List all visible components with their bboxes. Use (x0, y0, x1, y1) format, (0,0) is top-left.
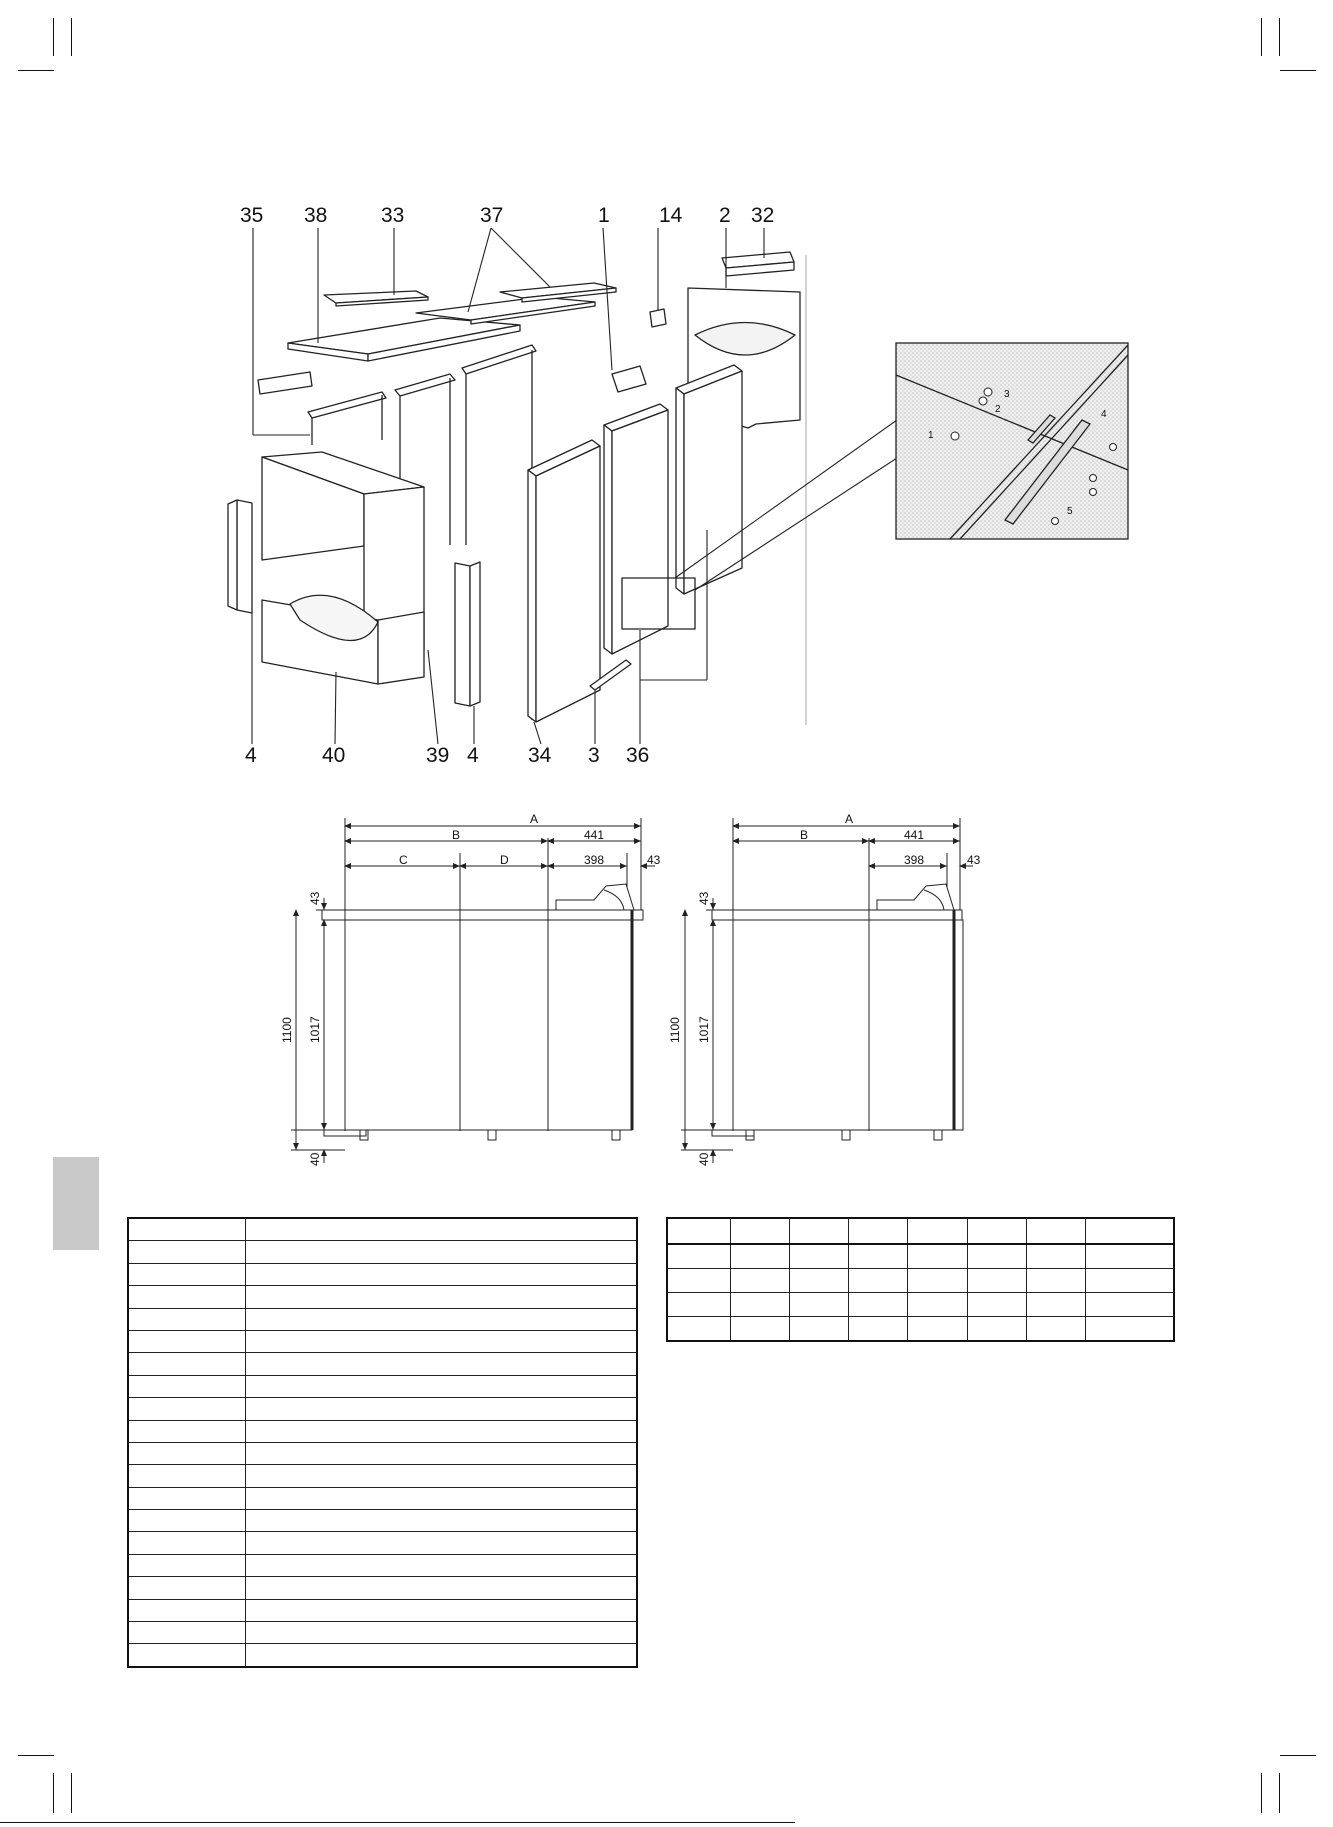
dim-label: 398 (584, 853, 605, 867)
table-cell (967, 1269, 1026, 1293)
dim-label: A (530, 812, 539, 826)
dim-label: 43 (647, 853, 661, 867)
table-cell (246, 1622, 638, 1644)
dim-label: 441 (584, 828, 605, 842)
table-row (128, 1465, 637, 1487)
dim-label: D (500, 853, 509, 867)
dim-label: C (399, 853, 408, 867)
table-cell (128, 1420, 246, 1442)
table-cell (128, 1622, 246, 1644)
callout-label: 14 (659, 204, 683, 227)
callout-label: 35 (240, 204, 264, 227)
table-cell (246, 1510, 638, 1532)
callout-label: 4 (245, 744, 257, 767)
table-cell (1026, 1218, 1085, 1244)
table-row (128, 1487, 637, 1509)
table-row (128, 1375, 637, 1397)
dim-label: 40 (697, 1152, 711, 1166)
dim-label: 1100 (280, 1017, 294, 1043)
side-tab-marker (53, 1157, 99, 1250)
table-row (128, 1353, 637, 1375)
table-cell (967, 1317, 1026, 1342)
dim-label: A (845, 812, 854, 826)
table-cell (246, 1263, 638, 1285)
table-cell (1085, 1269, 1174, 1293)
table-row (128, 1241, 637, 1263)
table-row (128, 1577, 637, 1599)
table-cell (790, 1293, 849, 1317)
table-row (128, 1442, 637, 1464)
table-row (128, 1510, 637, 1532)
table-cell (908, 1244, 967, 1269)
callout-label: 40 (322, 744, 346, 767)
table-cell (128, 1554, 246, 1576)
dim-label: 1017 (308, 1016, 322, 1043)
dim-label: 398 (904, 853, 925, 867)
table-cell (667, 1317, 731, 1342)
table-cell (128, 1375, 246, 1397)
table-row (128, 1599, 637, 1621)
table-cell (908, 1218, 967, 1244)
table-cell (1085, 1293, 1174, 1317)
table-cell (908, 1269, 967, 1293)
table-row (667, 1244, 1174, 1269)
table-cell (128, 1241, 246, 1263)
table-cell (967, 1244, 1026, 1269)
table-cell (128, 1487, 246, 1509)
table-cell (731, 1293, 790, 1317)
dim-label: 40 (308, 1152, 322, 1166)
table-cell (849, 1244, 908, 1269)
detail-label: 1 (928, 430, 934, 441)
table-cell (790, 1317, 849, 1342)
callout-label: 38 (304, 204, 328, 227)
table-cell (246, 1241, 638, 1263)
table-cell (246, 1218, 638, 1241)
table-cell (246, 1599, 638, 1621)
detail-label: 2 (995, 404, 1001, 415)
callout-label: 34 (528, 744, 552, 767)
dim-label: B (452, 828, 461, 842)
table-cell (246, 1398, 638, 1420)
table-cell (667, 1218, 731, 1244)
callout-label: 33 (381, 204, 405, 227)
callout-label: 32 (751, 204, 775, 227)
table-row (128, 1622, 637, 1644)
table-cell (246, 1420, 638, 1442)
table-cell (667, 1269, 731, 1293)
callout-label: 36 (626, 744, 650, 767)
table-cell (967, 1293, 1026, 1317)
callout-label: 2 (719, 204, 731, 227)
table-cell (128, 1532, 246, 1554)
table-cell (908, 1293, 967, 1317)
table-row (667, 1293, 1174, 1317)
table-row (128, 1532, 637, 1554)
table-cell (731, 1218, 790, 1244)
dim-label: 441 (904, 828, 925, 842)
dim-label: B (800, 828, 809, 842)
table-row (128, 1644, 637, 1667)
table-cell (790, 1269, 849, 1293)
table-cell (246, 1442, 638, 1464)
table-cell (790, 1244, 849, 1269)
table-cell (246, 1465, 638, 1487)
table-cell (128, 1442, 246, 1464)
table-cell (128, 1577, 246, 1599)
table-cell (1026, 1317, 1085, 1342)
table-cell (731, 1269, 790, 1293)
table-cell (246, 1644, 638, 1667)
table-cell (1085, 1218, 1174, 1244)
table-cell (967, 1218, 1026, 1244)
table-cell (849, 1269, 908, 1293)
table-cell (731, 1244, 790, 1269)
table-cell (128, 1644, 246, 1667)
table-row (667, 1269, 1174, 1293)
parts-table (127, 1217, 638, 1668)
callout-label: 3 (588, 744, 600, 767)
table-cell (246, 1487, 638, 1509)
table-cell (128, 1263, 246, 1285)
table-cell (849, 1218, 908, 1244)
detail-label: 5 (1067, 506, 1073, 517)
table-row (667, 1317, 1174, 1342)
table-row (128, 1263, 637, 1285)
table-cell (246, 1330, 638, 1352)
sizes-table (666, 1217, 1175, 1342)
detail-label: 3 (1004, 389, 1010, 400)
table-row (128, 1308, 637, 1330)
table-row (128, 1398, 637, 1420)
table-cell (849, 1293, 908, 1317)
dim-label: 43 (308, 891, 322, 905)
callout-label: 1 (598, 204, 610, 227)
table-cell (128, 1353, 246, 1375)
table-cell (246, 1577, 638, 1599)
table-row (128, 1286, 637, 1308)
callout-label: 39 (426, 744, 450, 767)
table-row (128, 1554, 637, 1576)
table-cell (849, 1317, 908, 1342)
table-cell (246, 1308, 638, 1330)
table-cell (731, 1317, 790, 1342)
table-cell (246, 1532, 638, 1554)
table-row (128, 1218, 637, 1241)
table-cell (667, 1293, 731, 1317)
table-cell (908, 1317, 967, 1342)
table-cell (128, 1599, 246, 1621)
table-row (128, 1330, 637, 1352)
table-cell (1026, 1269, 1085, 1293)
table-cell (1085, 1317, 1174, 1342)
table-cell (128, 1465, 246, 1487)
table-cell (246, 1353, 638, 1375)
table-row (667, 1218, 1174, 1244)
table-cell (246, 1286, 638, 1308)
table-cell (128, 1510, 246, 1532)
dim-label: 43 (697, 891, 711, 905)
table-cell (790, 1218, 849, 1244)
table-cell (246, 1554, 638, 1576)
table-cell (1085, 1244, 1174, 1269)
dim-label: 1017 (697, 1016, 711, 1043)
table-cell (1026, 1293, 1085, 1317)
dim-label: 43 (967, 853, 981, 867)
detail-label: 4 (1101, 409, 1107, 420)
table-cell (128, 1218, 246, 1241)
table-row (128, 1420, 637, 1442)
dim-label: 1100 (668, 1017, 682, 1043)
table-cell (128, 1398, 246, 1420)
callout-label: 37 (480, 204, 504, 227)
table-cell (128, 1308, 246, 1330)
table-cell (1026, 1244, 1085, 1269)
callout-label: 4 (467, 744, 479, 767)
table-cell (128, 1286, 246, 1308)
table-cell (128, 1330, 246, 1352)
table-cell (246, 1375, 638, 1397)
table-cell (667, 1244, 731, 1269)
